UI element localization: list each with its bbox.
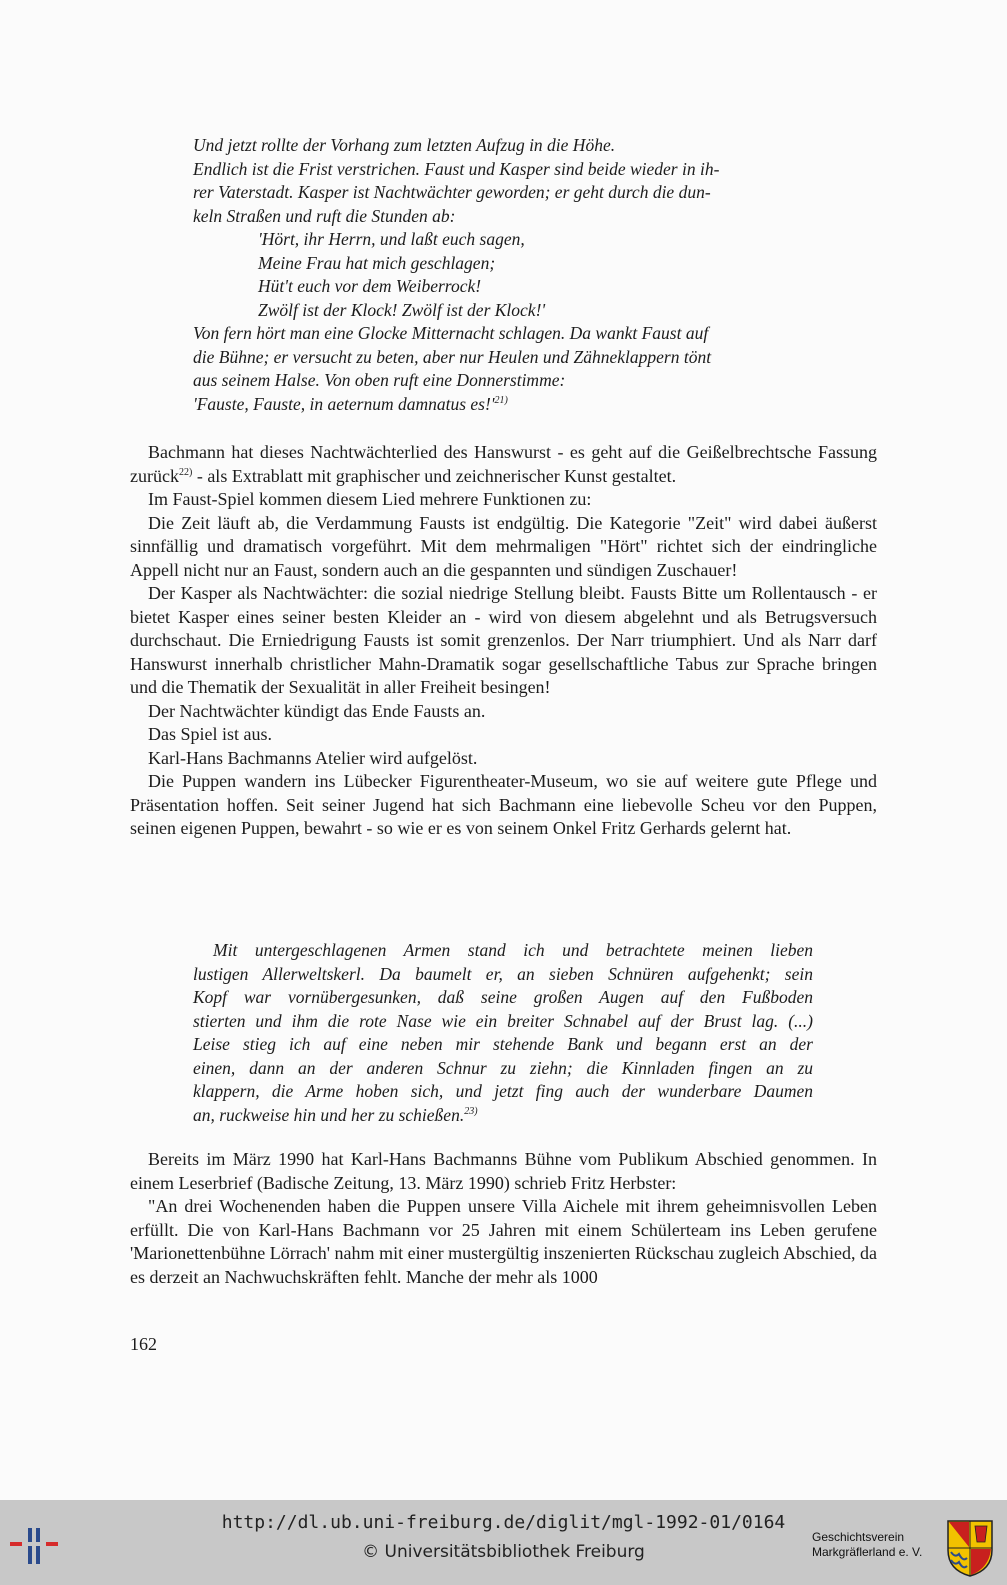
verse-line: Meine Frau hat mich geschlagen; [258,252,496,273]
quote-line: lustigen Allerweltskerl. Da baumelt er, an sieben Schnüren aufgehenkt; sein [193,963,813,984]
paragraph: "An drei Wochenenden haben die Puppen unsere Villa Aichele mit ihrem geheimnisvollen Leben erfüllt. Die von Karl-Hans Bachmann vor 25 Jahren mit einem Schülerteam ins Leben gerufene 'Marionettenbühne Lörrach' nahm mit einer mustergültig inszenierten Rückschau zugleich Abschied, da es derzeit an Nachwuchskräften fehlt. Manche der mehr als 1000 [130,1196,877,1287]
quote-line: keln Straßen und ruft die Stunden ab: [193,205,456,226]
quote-line: aus seinem Halse. Von oben ruft eine Donnerstimme: [193,370,566,390]
quote-line: Kopf war vornübergesunken, daß seine großen Augen auf den Fußboden [193,987,813,1007]
footer-bar [0,1500,1007,1585]
footnote-ref: 22) [178,466,193,478]
quote-line: stierten und ihm die rote Nase wie ein breiter Schnabel auf der Brust lag. (...) [193,1010,813,1031]
body-text-closing [130,1148,877,1289]
paragraph: Der Nachtwächter kündigt das Ende Fausts an. [148,700,486,721]
page-number: 162 [130,1334,157,1354]
paragraph: Der Kasper als Nachtwächter: die sozial niedrige Stellung bleibt. Fausts Bitte um Rollentausch - er bietet Kasper eines seiner besten Kleider an - wird von diesem abgelehnt und als Betrugsversuch durchschaut. Die Erniedrigung Fausts ist somit grenzenlos. Der Narr triumphiert. Und als Narr darf Hanswurst innerhalb christlicher Mahn-Dramatik sogar gesellschaftliche Tabus zur Sprache bringen und die Thematik der Sexualität in aller Freiheit besingen! [130,583,877,697]
verse-line: Zwölf ist der Klock! Zwölf ist der Klock!' [258,299,546,320]
footnote-ref: 23) [464,1105,478,1117]
paragraph: Die Zeit läuft ab, die Verdammung Fausts ist endgültig. Die Kategorie "Zeit" wird dabei äußerst sinnfällig und dramatisch vorgeführt. Mit dem mehrmaligen "Hört" richtet sich der eindringliche Appell nicht nur an Faust, sondern auch an die gespannten und sündigen Zuschauer! [130,512,877,580]
quote-line: 'Fauste, Fauste, in aeternum damnatus $es!'^{21)}$ [193,393,508,414]
paragraph: Bachmann hat dieses Nachtwächterlied des Hanswurst - es geht auf die Geißelbrechtsche Fassung zurück$^{22)}$ - als Extrablatt mit graphischer und zeichnerischer Kunst gestaltet. [130,442,877,486]
verse-line: Hüt't euch vor dem Weiberrock! [258,276,482,296]
quote-line: rer Vaterstadt. Kasper ist Nachtwächter geworden; er geht durch die dun- [193,182,711,202]
quote-line: klappern, die Arme hoben sich, und jetzt fing auch der wunderbare Daumen [193,1081,813,1101]
verse-line: 'Hört, ihr Herrn, und laßt euch sagen, [258,229,525,249]
coat-of-arms-icon [945,1518,995,1578]
source-url-link[interactable]: http://dl.ub.uni-freiburg.de/diglit/mgl-1992-01/0164 [221,1512,786,1533]
association-name: Geschichtsverein Markgräflerland e. V. [812,1530,923,1559]
quote-line: Endlich ist die Frist verstrichen. Faust und Kasper sind beide wieder in ih- [193,158,720,179]
quote-puppet [193,939,813,1127]
quote-line: Leise stieg ich auf eine neben mir stehende Bank und begann erst an der [193,1034,813,1054]
paragraph: Karl-Hans Bachmanns Atelier wird aufgelöst. [148,747,478,768]
paragraph: Im Faust-Spiel kommen diesem Lied mehrere Funktionen zu: [148,489,592,509]
body-text [130,441,877,841]
quote-faust-scene [193,134,813,416]
copyright-text: © Universitätsbibliothek Freiburg [362,1542,645,1562]
quote-line: Mit untergeschlagenen Armen stand ich und betrachtete meinen lieben [213,940,813,960]
paragraph: Bereits im März 1990 hat Karl-Hans Bachmanns Bühne vom Publikum Abschied genommen. In einem Leserbrief (Badische Zeitung, 13. März 1990) schrieb Fritz Herbster: [130,1149,877,1193]
quote-line: die Bühne; er versucht zu beten, aber nur Heulen und Zähneklappern tönt [193,346,712,367]
paragraph: Das Spiel ist aus. [148,724,272,744]
quote-line: an, ruckweise hin und her zu schießen.$^{23)}$ [193,1104,478,1125]
footnote-ref: 21) [494,394,508,406]
quote-line: einen, dann an der anderen Schnur zu ziehn; die Kinnladen fingen an zu [193,1057,813,1078]
paragraph: Die Puppen wandern ins Lübecker Figurentheater-Museum, wo sie auf weitere gute Pflege und Präsentation hoffen. Seit seiner Jugend hat sich Bachmann eine liebevolle Scheu vor den Puppen, seinen eigenen Puppen, bewahrt - so wie er es von seinem Onkel Fritz Gerhards gelernt hat. [130,771,877,838]
quote-line: Und jetzt rollte der Vorhang zum letzten Aufzug in die Höhe. [193,135,616,155]
quote-line: Von fern hört man eine Glocke Mitternacht schlagen. Da wankt Faust auf [193,323,709,343]
